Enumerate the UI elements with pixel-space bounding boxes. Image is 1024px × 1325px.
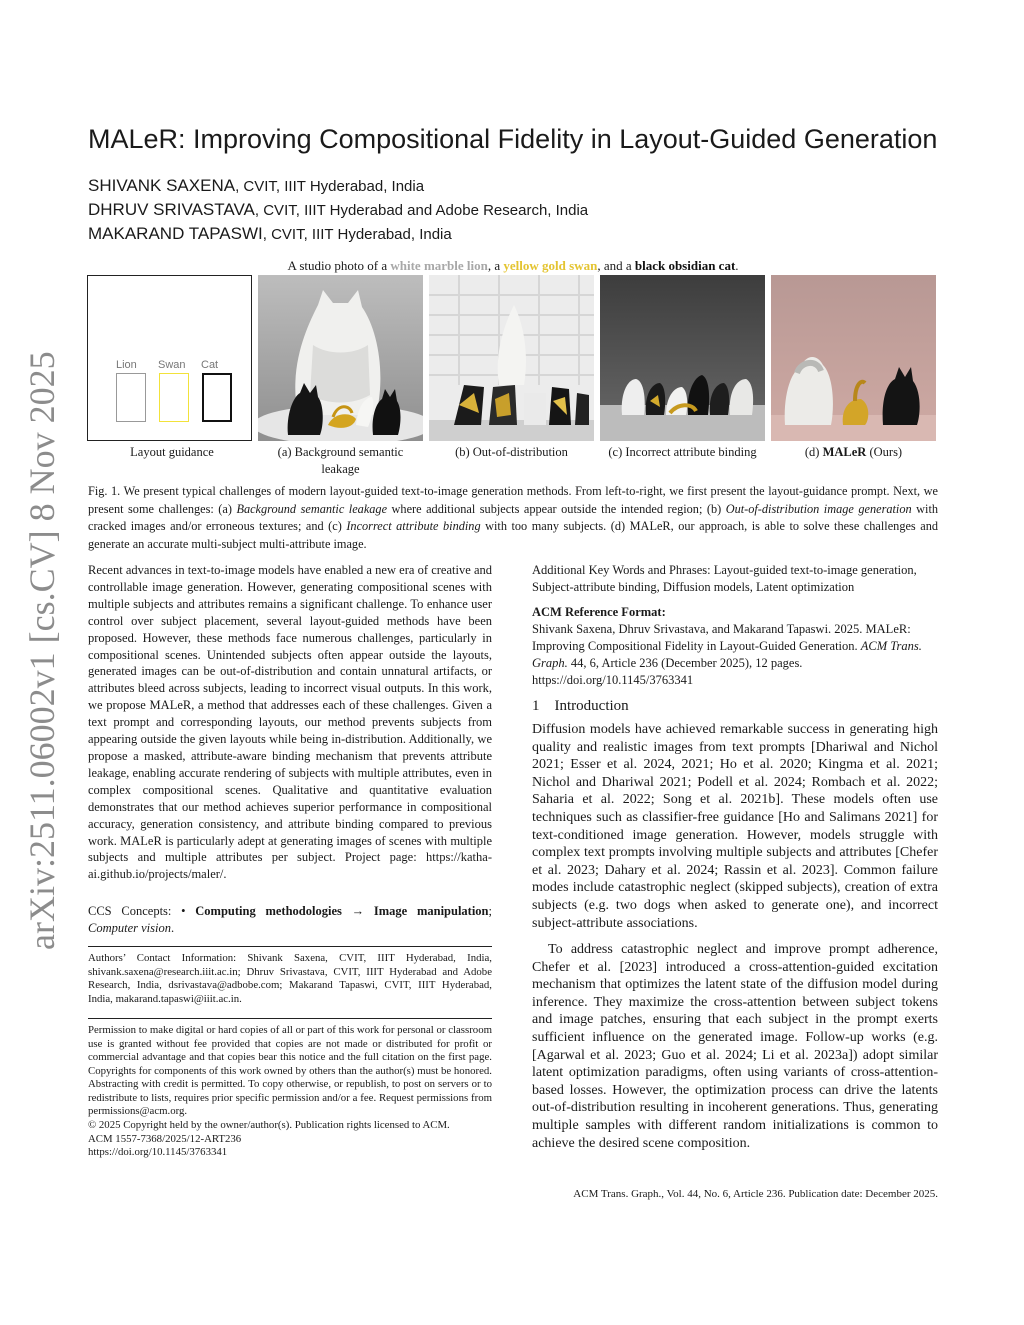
- reference-heading: ACM Reference Format:: [532, 605, 666, 619]
- layout-label-cat: Cat: [201, 359, 219, 371]
- photo-maler-result: [771, 275, 936, 441]
- figure-caption: Fig. 1. We present typical challenges of modern layout-guided text-to-image generation methods. From left-to-right, we first present the layout-guidance prompt. Next, we present some challenges: (a) Background semantic leakage where additional subjects appear outside the intended region; (b) Out-of-distribution image generation with cracked images and/or erroneous textures; and (c) Incorrect attribute binding with too many subjects. (d) MALeR, our approach, is able to solve these challenges and generate an accurate multi-subject multi-attribute image.: [88, 484, 939, 551]
- caption-d: (d) MALeR (Ours): [804, 445, 903, 459]
- author-affiliation: , CVIT, IIIT Hyderabad, India: [235, 178, 425, 195]
- doi-link[interactable]: https://doi.org/10.1145/3763341: [88, 1146, 228, 1158]
- copyright-notice: © 2025 Copyright held by the owner/author(s). Publication rights licensed to ACM. ACM 1557-7368/2025/12-ART236 https://doi.org/10.1145/3763341: [88, 1119, 492, 1160]
- image-panel-d: [771, 275, 936, 441]
- caption-a: (a) Background semantic leakage: [277, 445, 404, 476]
- page-footer: ACM Trans. Graph., Vol. 44, No. 6, Article 236. Publication date: December 2025.: [573, 1188, 938, 1200]
- author-line: [88, 200, 588, 220]
- prompt-lion: white marble lion: [390, 258, 488, 273]
- section-heading-introduction: 1 Introduction: [532, 698, 629, 714]
- layout-guidance-panel: [87, 275, 252, 441]
- layout-box-lion: [116, 373, 146, 422]
- image-panel-a: [258, 275, 423, 441]
- caption-b: (b) Out-of-distribution: [455, 445, 568, 459]
- figure-prompt: A studio photo of a white marble lion, a yellow gold swan, and a black obsidian cat.: [287, 258, 739, 273]
- prompt-cat: black obsidian cat: [634, 258, 736, 273]
- divider: [88, 946, 492, 947]
- intro-paragraph-1: Diffusion models have achieved remarkable success in generating high quality and realistic images from text prompts [Dhariwal and Nichol 2021; Esser et al. 2024, 2021; Ho et al. 2020; Kingma et al. 2021; Nichol and Dhariwal 2021; Podell et al. 2024; Rombach et al. 2022; Saharia et al. 2022; Song et al. 2021b]. These models often use techniques such as classifier-free guidance [Ho and Salimans 2021] for text-conditioned image generation. However, models struggle with complex text prompts involving multiple subjects and attributes [Chefer et al. 2023; Dahary et al. 2024; Rassin et al. 2023]. Common failure modes include catastrophic neglect (skipped subjects), creation of extra subjects (e.g. two dogs when asked to generate one), and incorrect subject-attribute associations.: [532, 722, 938, 931]
- author-affiliation: , CVIT, IIIT Hyderabad, India: [262, 226, 452, 243]
- divider: [88, 1018, 492, 1019]
- ccs-concepts: CCS Concepts: • Computing methodologies → Image manipulation; Computer vision.: [88, 904, 492, 935]
- contact-information: Authors’ Contact Information: Shivank Saxena, CVIT, IIIT Hyderabad, India, shivank.saxena@research.iiit.ac.in; Dhruv Srivastava, CVIT, IIIT Hyderabad and Adobe Research, India, dsrivastava@adbobe.com; Makarand Tapaswi, CVIT, IIIT Hyderabad, India, makarand.tapaswi@iiit.ac.in.: [88, 952, 492, 1005]
- author-affiliation: , CVIT, IIIT Hyderabad and Adobe Research, India: [254, 202, 589, 219]
- photo-out-of-distribution: [429, 275, 594, 441]
- layout-label-lion: Lion: [116, 359, 137, 371]
- caption-layout: Layout guidance: [130, 445, 214, 459]
- photo-background-leakage: [258, 275, 423, 441]
- intro-paragraph-2: To address catastrophic neglect and improve prompt adherence, Chefer et al. [2023] introduced a cross-attention-guided excitation mechanism that optimizes the latent state of the diffusion model during inference. They maximize the cross-attention between subject tokens and image patches, ensuring that each subject in the prompt exerts sufficient influence on the generated image. Follow-up works (e.g. [Agarwal et al. 2023; Guo et al. 2024; Li et al. 2023a]) adopt similar latent optimization paradigms, often using variants of cross-attention-based losses. However, the optimization process can drive the latents out-of-distribution resulting in incoherent generations. Thus, generating multiple samples with different random initializations is common to achieve the desired scene composition.: [532, 942, 938, 1151]
- reference-format: Shivank Saxena, Dhruv Srivastava, and Makarand Tapaswi. 2025. MALeR: Improving Compositional Fidelity in Layout-Guided Generation. ACM Trans. Graph. 44, 6, Article 236 (December 2025), 12 pages. https://doi.org/10.1145/3763341: [532, 622, 922, 687]
- paper-title: MALeR: Improving Compositional Fidelity in Layout-Guided Generation: [88, 124, 938, 154]
- photo-incorrect-binding: [600, 275, 765, 441]
- caption-c: (c) Incorrect attribute binding: [608, 445, 757, 459]
- image-panel-b: [429, 275, 594, 441]
- author-name: SHIVANK SAXENA: [88, 176, 236, 195]
- abstract: Recent advances in text-to-image models have enabled a new era of creative and controllable image generation. However, generating compositional scenes with multiple subjects and attributes remains a significant challenge. To enhance user control over subject placement, several layout-guided methods have been proposed. However, these methods face numerous challenges, particularly in compositional scenes. Unintended subjects often appear outside the layouts, generated images can be out-of-distribution and contain unnatural artifacts, or attributes bleed across subjects, leading to incorrect visual outputs. In this work, we propose MALeR, a method that addresses each of these challenges. Given a text prompt and corresponding layouts, our method prevents subjects from appearing outside the given layouts while being in-distribution. Additionally, we propose a masked, attribute-aware binding mechanism that prevents attribute leakage, enabling accurate rendering of subjects with multiple attributes, even in complex compositional scenes. Qualitative and quantitative evaluation demonstrates that our method achieves superior performance in compositional accuracy, generation consistency, and attribute binding compared to previous work. MALeR is particularly adept at generating images of scenes with multiple subjects and multiple attributes per subject. Project page: https://katha-ai.github.io/projects/maler/.: [88, 563, 492, 882]
- permission-notice: Permission to make digital or hard copies of all or part of this work for personal or classroom use is granted without fee provided that copies are not made or distributed for profit or commercial advantage and that copies bear this notice and the full citation on the first page. Copyrights for components of this work owned by others than the author(s) must be honored. Abstracting with credit is permitted. To copy otherwise, or republish, to post on servers or to redistribute to lists, requires prior specific permission and/or a fee. Request permissions from permissions@acm.org.: [88, 1024, 492, 1117]
- author-line: [88, 224, 452, 244]
- layout-box-swan: [159, 373, 189, 422]
- layout-box-cat: [202, 373, 232, 422]
- keywords: Additional Key Words and Phrases: Layout-guided text-to-image generation, Subject-attribute binding, Diffusion models, Latent optimization: [532, 563, 917, 594]
- author-name: DHRUV SRIVASTAVA: [88, 200, 255, 219]
- prompt-swan: yellow gold swan: [503, 258, 598, 273]
- arxiv-sidebar-stamp: arXiv:2511.06002v1 [cs.CV] 8 Nov 2025: [22, 351, 62, 950]
- image-panel-c: [600, 275, 765, 441]
- author-name: MAKARAND TAPASWI: [88, 224, 263, 243]
- author-line: [88, 176, 424, 196]
- layout-label-swan: Swan: [158, 359, 186, 371]
